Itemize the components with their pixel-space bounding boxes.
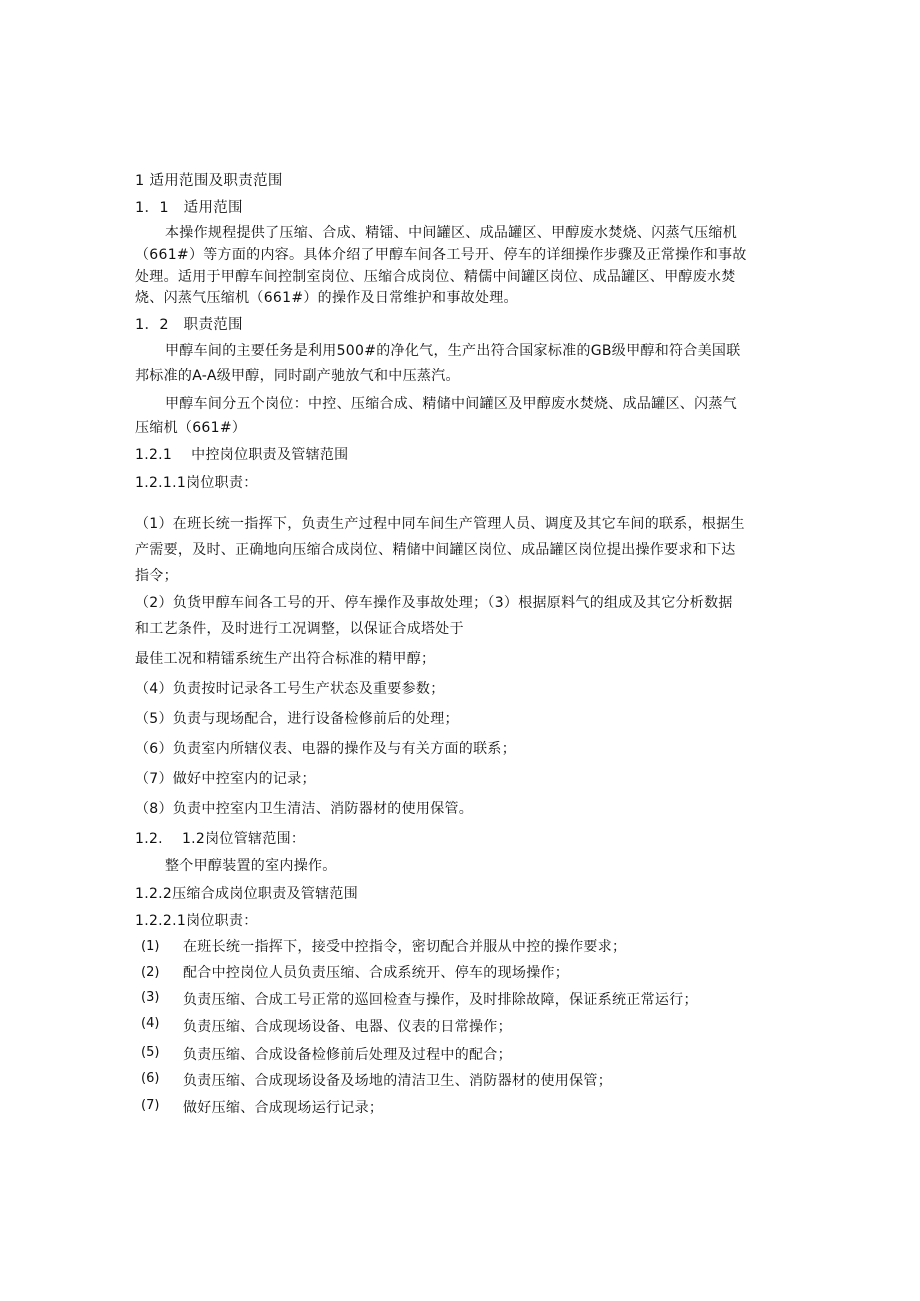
- item-number: (6): [141, 1071, 160, 1086]
- item-text: 配合中控岗位人员负责压缩、合成系统开、停车的现场操作；: [183, 965, 570, 981]
- heading-1-2-1-2: 1.2. 1.2岗位管辖范围：: [135, 831, 306, 847]
- duty-para-line: 压缩机（661#）: [135, 420, 247, 436]
- control-duty-line: 最佳工况和精镭系统生产出符合标准的精甲醇；: [135, 651, 436, 667]
- duty-para-line: 甲醇车间的主要任务是利用500#的净化气，生产出符合国家标准的GB级甲醇和符合美国联: [165, 343, 741, 359]
- control-duty-line: （8）负责中控室内卫生清洁、消防器材的使用保管。: [135, 801, 474, 817]
- item-number: (2): [141, 965, 160, 980]
- control-duty-line: （6）负责室内所辖仪表、电器的操作及与有关方面的联系；: [135, 741, 517, 757]
- heading-1-2-1: 1.2.1 中控岗位职责及管辖范围: [135, 447, 349, 463]
- scope-para-line: （661#）等方面的内容。具体介绍了甲醇车间各工号开、停车的详细操作步骤及正常操作和事故: [135, 247, 747, 263]
- control-scope-text: 整个甲醇装置的室内操作。: [165, 858, 337, 874]
- heading-1-2-2: 1.2.2压缩合成岗位职责及管辖范围: [135, 886, 359, 902]
- heading-1-2: 1．2 职责范围: [135, 317, 243, 333]
- control-duty-line: （7）做好中控室内的记录；: [135, 771, 316, 787]
- heading-1-1: 1．1 适用范围: [135, 200, 243, 216]
- control-duty-line: （2）负货甲醇车间各工号的开、停车操作及事故处理；（3）根据原料气的组成及其它分析数据: [135, 595, 733, 611]
- item-text: 在班长统一指挥下，接受中控指令，密切配合并服从中控的操作要求；: [183, 939, 627, 955]
- heading-1-2-1-1: 1.2.1.1岗位职责：: [135, 475, 258, 491]
- item-number: (1): [141, 939, 160, 954]
- item-number: (3): [141, 990, 160, 1005]
- scope-para-line: 处理。适用于甲醇车间控制室岗位、压缩合成岗位、精儒中间罐区岗位、成品罐区、甲醇废水焚: [135, 269, 736, 285]
- heading-1-2-2-1: 1.2.2.1岗位职责：: [135, 913, 258, 929]
- item-text: 负责压缩、合成工号正常的巡回检查与操作，及时排除故障，保证系统正常运行；: [183, 992, 698, 1008]
- control-duty-line: 指令；: [135, 568, 178, 584]
- item-number: (5): [141, 1045, 160, 1060]
- control-duty-line: 产需要，及时、正确地向压缩合成岗位、精储中间罐区岗位、成品罐区岗位提出操作要求和下达: [135, 542, 736, 558]
- item-number: (4): [141, 1016, 160, 1031]
- item-text: 做好压缩、合成现场运行记录；: [183, 1100, 384, 1116]
- item-text: 负责压缩、合成现场设备、电器、仪表的日常操作；: [183, 1019, 512, 1035]
- scope-para-line: 烧、闪蒸气压缩机（661#）的操作及日常维护和事故处理。: [135, 290, 518, 306]
- duty-para-line: 甲醇车间分五个岗位：中控、压缩合成、精储中间罐区及甲醇废水焚烧、成品罐区、闪蒸气: [165, 396, 737, 412]
- item-number: (7): [141, 1098, 160, 1113]
- item-text: 负责压缩、合成现场设备及场地的清洁卫生、消防器材的使用保管；: [183, 1073, 612, 1089]
- control-duty-line: （1）在班长统一指挥下，负责生产过程中同车间生产管理人员、调度及其它车间的联系，根据生: [135, 516, 745, 532]
- control-duty-line: （4）负责按时记录各工号生产状态及重要参数；: [135, 681, 445, 697]
- item-text: 负责压缩、合成设备检修前后处理及过程中的配合；: [183, 1047, 512, 1063]
- scope-para-line: 本操作规程提供了压缩、合成、精镭、中间罐区、成品罐区、甲醇废水焚烧、闪蒸气压缩机: [165, 225, 737, 241]
- control-duty-line: （5）负责与现场配合，进行设备检修前后的处理；: [135, 711, 459, 727]
- heading-1: 1 适用范围及职责范围: [135, 173, 283, 189]
- duty-para-line: 邦标准的A-A级甲醇，同时副产驰放气和中压蒸汽。: [135, 368, 460, 384]
- control-duty-line: 和工艺条件，及时进行工况调整，以保证合成塔处于: [135, 621, 464, 637]
